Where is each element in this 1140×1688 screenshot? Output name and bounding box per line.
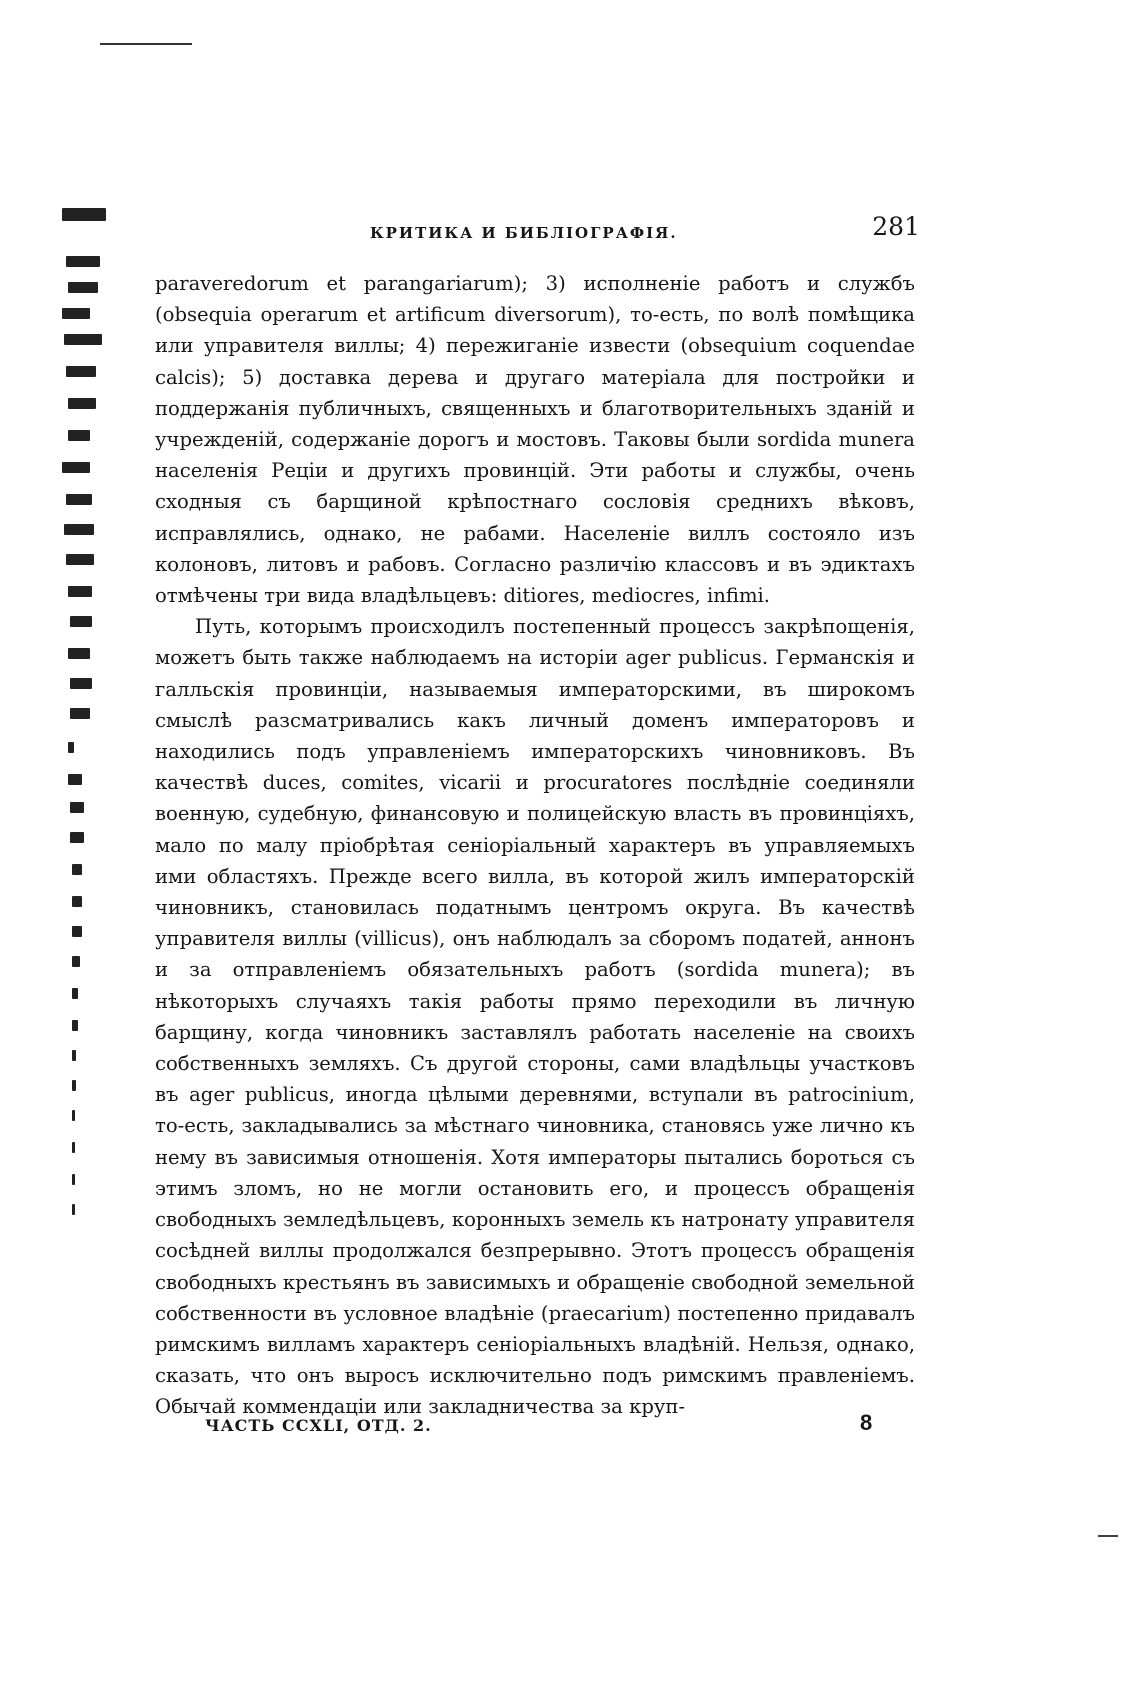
running-head-title: КРИТИКА И БИБЛІОГРАФІЯ. — [370, 224, 678, 242]
top-rule — [100, 43, 192, 45]
signature-number: 8 — [860, 1410, 873, 1435]
paragraph: Путь, которымъ происходилъ постепенный процессъ закрѣпощенія, можетъ быть также наблюдаемъ на исторіи ager publicus. Германскія и галльскія провинціи, называемыя императорскими, въ широкомъ смыслѣ разсматривались какъ личный доменъ императоровъ и находились подъ управленіемъ императорскихъ чиновниковъ. Въ качествѣ duces, comites, vicarii и procuratores послѣдніе соединяли военную, судебную, финансовую и полицейскую власть въ провинціяхъ, мало по малу пріобрѣтая сеніоріальный характеръ въ управляемыхъ ими областяхъ. Прежде всего вилла, въ которой жилъ императорскій чиновникъ, становилась податнымъ центромъ округа. Въ качествѣ управителя виллы (villicus), онъ наблюдалъ за сборомъ податей, аннонъ и за отправленіемъ обязательныхъ работъ (sordida munera); въ нѣкоторыхъ случаяхъ такія работы прямо переходили въ личную барщину, когда чиновникъ заставлялъ работать населеніе на своихъ собственныхъ земляхъ. Съ другой стороны, сами владѣльцы участковъ въ ager publicus, иногда цѣлыми деревнями, вступали въ patrocinium, то-есть, закладывались за мѣстнаго чиновника, становясь уже лично къ нему въ зависимыя отношенія. Хотя императоры пытались бороться съ этимъ зломъ, но не могли остановить его, и процессъ обращенія свободныхъ земледѣльцевъ, коронныхъ земель къ натронату управителя сосѣдней виллы продолжался безпрерывно. Этотъ процессъ обращенія свободныхъ крестьянъ въ зависимыхъ и обращеніе свободной земельной собственности въ условное владѣніе (praecarium) постепенно придавалъ римскимъ вилламъ характеръ сеніоріальныхъ владѣній. Нельзя, однако, сказать, что онъ выросъ исключительно подъ римскимъ правленіемъ. Обычай коммендаціи или закладничества за круп- — [155, 615, 915, 1419]
page-number: 281 — [872, 212, 920, 241]
printer-signature: ЧАСТЬ CCXLI, ОТД. 2. — [205, 1416, 432, 1435]
edge-mark — [1098, 1535, 1118, 1537]
page-body-text — [155, 268, 915, 1423]
paragraph-continued: paraveredorum et parangariarum); 3) исполненіе работъ и службъ (obsequia operarum et artificum diversorum), то-есть, по волѣ помѣщика или управителя виллы; 4) пережиганіе извести (obsequium coquendae calcis); 5) доставка дерева и другаго матеріала для постройки и поддержанія публичныхъ, священныхъ и благотворительныхъ зданій и учрежденій, содержаніе дорогъ и мостовъ. Таковы были sordida munera населенія Реціи и другихъ провинцій. Эти работы и службы, очень сходныя съ барщиной крѣпостнаго сословія среднихъ вѣковъ, исправлялись, однако, не рабами. Населеніе виллъ состояло изъ колоновъ, литовъ и рабовъ. Согласно различію классовъ и въ эдиктахъ отмѣчены три вида владѣльцевъ: ditiores, mediocres, infimi. — [155, 272, 915, 608]
running-head — [155, 212, 935, 252]
adjacent-page-margin-fragments — [62, 208, 122, 1358]
